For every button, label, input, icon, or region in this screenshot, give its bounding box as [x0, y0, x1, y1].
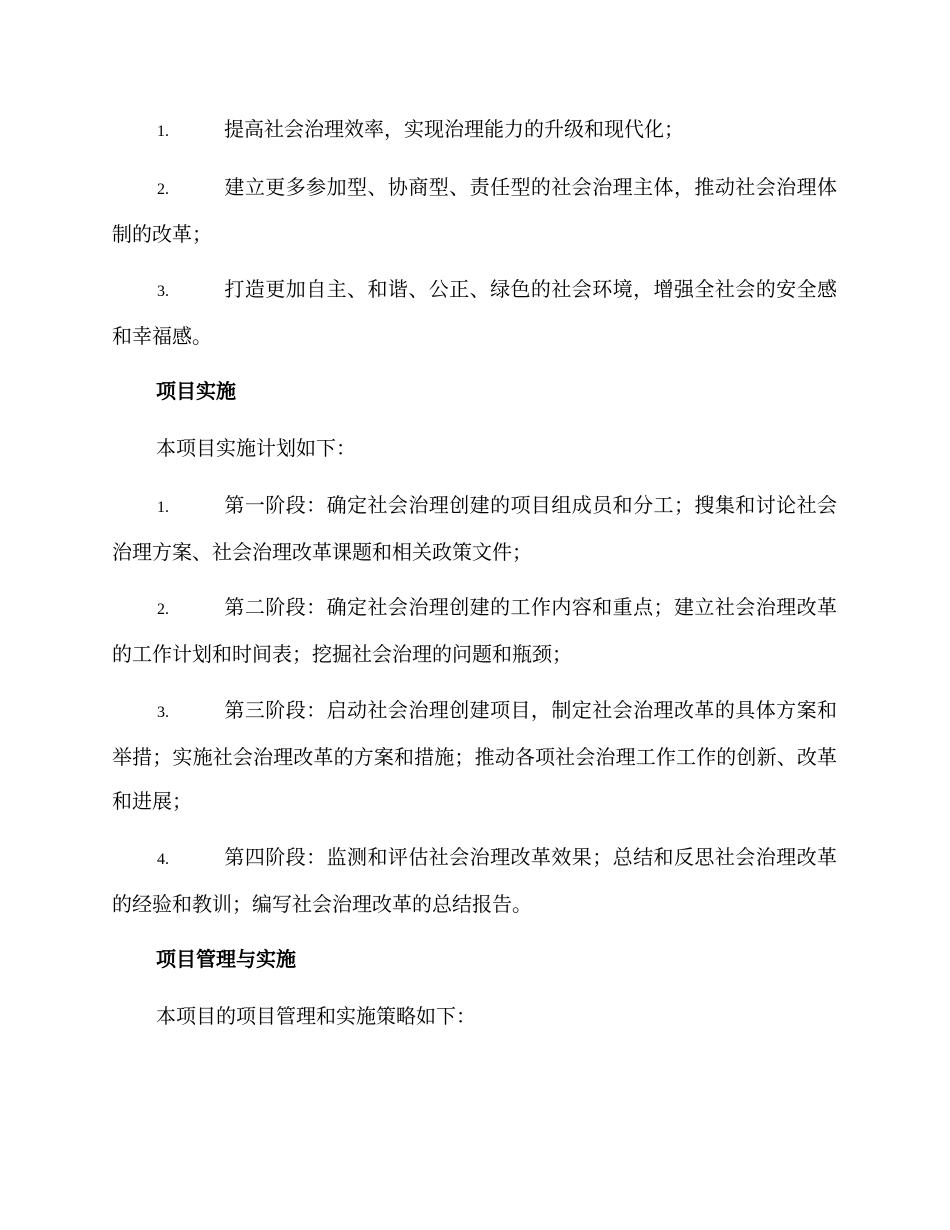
goal-text: 打造更加自主、和谐、公正、绿色的社会环境，增强全社会的安全感和幸福感。 — [112, 277, 837, 348]
section-heading-implementation: 项目实施 — [156, 379, 236, 403]
stage-item-2 — [112, 585, 837, 676]
goal-text: 建立更多参加型、协商型、责任型的社会治理主体，推动社会治理体制的改革； — [112, 175, 837, 246]
stage-item-4 — [112, 835, 837, 926]
stage-item-1 — [112, 483, 837, 574]
goal-text: 提高社会治理效率，实现治理能力的升级和现代化； — [224, 117, 684, 141]
goal-number: 3. — [157, 283, 169, 300]
management-intro: 本项目的项目管理和实施策略如下： — [156, 1004, 476, 1028]
stage-number: 1. — [157, 499, 169, 516]
stage-number: 4. — [157, 851, 169, 868]
goal-item-1 — [112, 107, 837, 154]
stage-text: 第四阶段：监测和评估社会治理改革效果；总结和反思社会治理改革的经验和教训；编写社会治理改革的总结报告。 — [112, 845, 837, 916]
goal-item-3 — [112, 267, 837, 358]
stage-text: 第一阶段：确定社会治理创建的项目组成员和分工；搜集和讨论社会治理方案、社会治理改革课题和相关政策文件； — [112, 493, 837, 564]
stage-item-3 — [112, 688, 837, 823]
goal-number: 1. — [157, 123, 169, 140]
stage-text: 第二阶段：确定社会治理创建的工作内容和重点；建立社会治理改革的工作计划和时间表；挖掘社会治理的问题和瓶颈； — [112, 595, 837, 666]
stage-text: 第三阶段：启动社会治理创建项目，制定社会治理改革的具体方案和举措；实施社会治理改革的方案和措施；推动各项社会治理工作工作的创新、改革和进展； — [112, 698, 837, 813]
goal-number: 2. — [157, 181, 169, 198]
section-heading-management: 项目管理与实施 — [156, 947, 296, 971]
stage-number: 3. — [157, 704, 169, 721]
implementation-intro: 本项目实施计划如下： — [156, 436, 356, 460]
goal-item-2 — [112, 165, 837, 256]
stage-number: 2. — [157, 601, 169, 618]
